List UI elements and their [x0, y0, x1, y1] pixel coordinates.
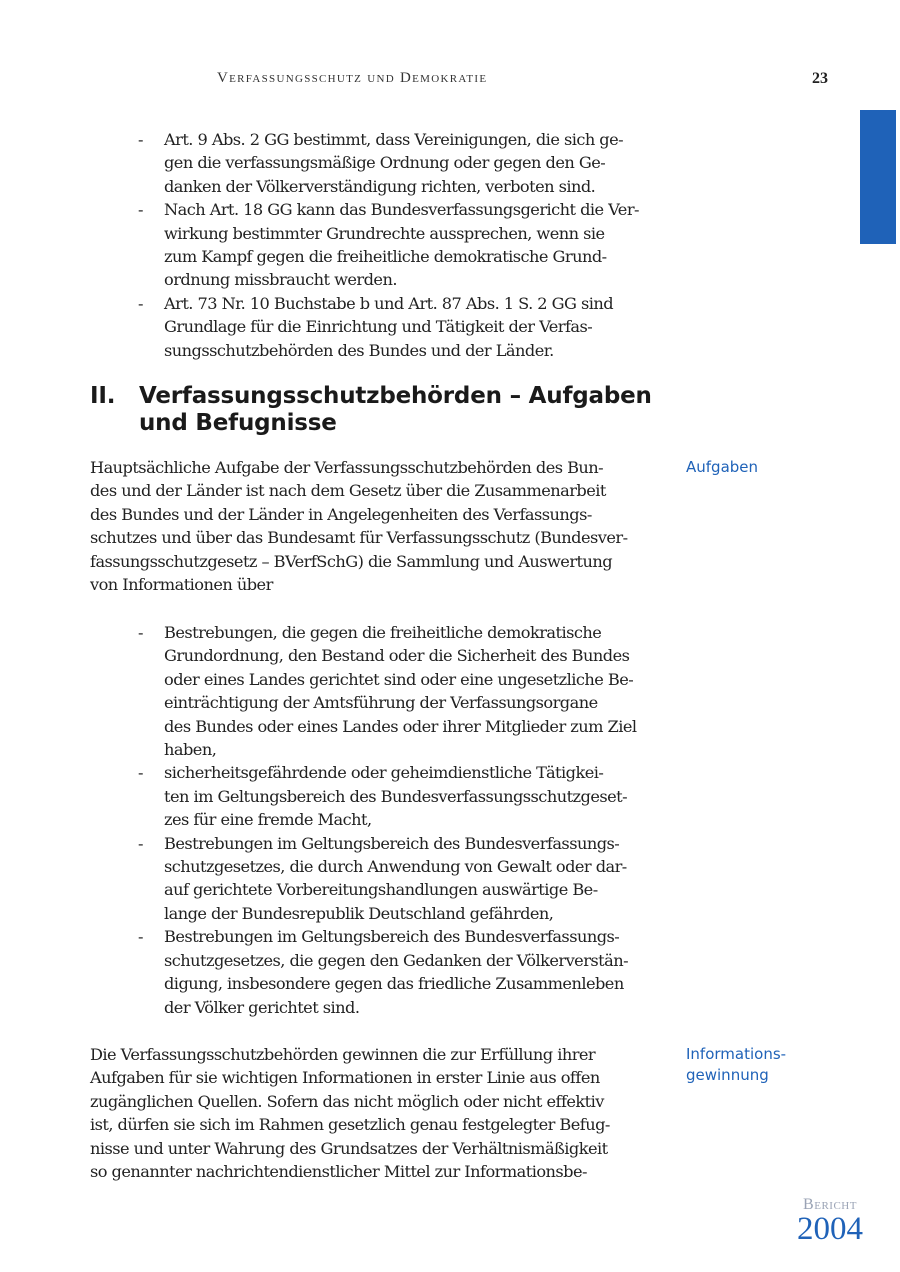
bullet-dash: -	[138, 130, 143, 149]
list-line: lange der Bundesrepublik Deutschland gefährden,	[164, 903, 554, 923]
margin-note-line: gewinnung	[686, 1066, 769, 1084]
list-line: oder eines Landes gerichtet sind oder eine ungesetzliche Be-	[164, 669, 634, 689]
list-line: schutzgesetzes, die gegen den Gedanken der Völkerverstän-	[164, 950, 628, 970]
section-number: II.	[90, 383, 116, 409]
list-line: haben,	[164, 740, 217, 760]
paragraph-line: des und der Länder ist nach dem Gesetz über die Zusammenarbeit	[90, 481, 606, 501]
running-title: Verfassungsschutz und Demokratie	[217, 70, 488, 86]
list-line: sicherheitsgefährdende oder geheimdienstliche Tätigkei-	[164, 763, 604, 783]
list-item	[138, 761, 636, 831]
list-line: Bestrebungen, die gegen die freiheitliche demokratische	[164, 623, 602, 642]
legal-basis-list	[138, 128, 639, 362]
report-logo-word: Bericht	[803, 1196, 857, 1213]
paragraph-line: Aufgaben für sie wichtigen Informationen in erster Linie aus offen	[90, 1068, 600, 1088]
margin-note-line: Informations-	[686, 1045, 787, 1063]
list-line: Nach Art. 18 GG kann das Bundesverfassungsgericht die Ver-	[164, 200, 639, 220]
list-item	[138, 925, 636, 1019]
list-line: schutzgesetzes, die durch Anwendung von Gewalt oder dar-	[164, 857, 627, 877]
paragraph-line: so genannter nachrichtendienstlicher Mittel zur Informationsbe-	[90, 1162, 587, 1182]
paragraph-line: von Informationen über	[90, 575, 273, 595]
paragraph-line: nisse und unter Wahrung des Grundsatzes der Verhältnismäßigkeit	[90, 1138, 608, 1158]
list-line: des Bundes oder eines Landes oder ihrer Mitglieder zum Ziel	[164, 716, 637, 736]
paragraph-line: fassungsschutzgesetz – BVerfSchG) die Sammlung und Auswertung	[90, 551, 613, 571]
paragraph-line: Die Verfassungsschutzbehörden gewinnen die zur Erfüllung ihrer	[90, 1045, 596, 1064]
list-line: danken der Völkerverständigung richten, verboten sind.	[164, 176, 596, 196]
list-line: digung, insbesondere gegen das friedliche Zusammenleben	[164, 974, 624, 994]
margin-note-informationsgewinnung	[686, 1044, 786, 1086]
list-item	[138, 832, 636, 926]
list-item	[138, 621, 636, 761]
bullet-dash: -	[138, 927, 143, 947]
list-line: wirkung bestimmter Grundrechte aussprechen, wenn sie	[164, 223, 605, 243]
list-line: Bestrebungen im Geltungsbereich des Bundesverfassungs-	[164, 927, 620, 947]
section-title-line: Verfassungsschutzbehörden – Aufgaben	[139, 383, 652, 409]
page-number: 23	[812, 70, 828, 87]
list-line: Grundlage für die Einrichtung und Tätigkeit der Verfas-	[164, 317, 593, 337]
section-title-line: und Befugnisse	[139, 410, 337, 436]
bullet-dash: -	[138, 200, 143, 220]
list-line: zum Kampf gegen die freiheitliche demokratische Grund-	[164, 247, 607, 267]
paragraph-line: schutzes und über das Bundesamt für Verfassungsschutz (Bundesver-	[90, 528, 628, 548]
bullet-dash: -	[138, 623, 143, 642]
list-line: Bestrebungen im Geltungsbereich des Bundesverfassungs-	[164, 833, 620, 853]
tasks-list	[138, 621, 636, 1019]
list-line: Grundordnung, den Bestand oder die Sicherheit des Bundes	[164, 646, 630, 666]
paragraph-line: ist, dürfen sie sich im Rahmen gesetzlich genau festgelegter Befug-	[90, 1115, 610, 1135]
body-paragraph	[90, 1043, 610, 1183]
report-logo	[797, 1197, 863, 1245]
margin-note-aufgaben: Aufgaben	[686, 458, 759, 476]
bullet-dash: -	[138, 763, 143, 783]
list-line: zes für eine fremde Macht,	[164, 810, 372, 830]
list-line: sungsschutzbehörden des Bundes und der Länder.	[164, 340, 554, 360]
section-title	[139, 383, 652, 437]
list-item	[138, 198, 639, 292]
body-paragraph	[90, 456, 628, 596]
list-line: ten im Geltungsbereich des Bundesverfassungsschutzgeset-	[164, 786, 628, 806]
report-logo-year: 2004	[797, 1211, 863, 1247]
list-line: der Völker gerichtet sind.	[164, 997, 360, 1017]
list-line: einträchtigung der Amtsführung der Verfassungsorgane	[164, 693, 598, 713]
bullet-dash: -	[138, 293, 143, 313]
paragraph-line: zugänglichen Quellen. Sofern das nicht möglich oder nicht effektiv	[90, 1091, 604, 1111]
list-item	[138, 128, 639, 198]
bullet-dash: -	[138, 833, 143, 853]
list-line: gen die verfassungsmäßige Ordnung oder gegen den Ge-	[164, 153, 606, 173]
list-line: ordnung missbraucht werden.	[164, 270, 397, 290]
chapter-tab-marker	[860, 110, 896, 244]
paragraph-line: Hauptsächliche Aufgabe der Verfassungsschutzbehörden des Bun-	[90, 458, 604, 477]
list-line: auf gerichtete Vorbereitungshandlungen auswärtige Be-	[164, 880, 598, 900]
paragraph-line: des Bundes und der Länder in Angelegenheiten des Verfassungs-	[90, 504, 592, 524]
list-line: Art. 73 Nr. 10 Buchstabe b und Art. 87 Abs. 1 S. 2 GG sind	[164, 293, 614, 313]
list-line: Art. 9 Abs. 2 GG bestimmt, dass Vereinigungen, die sich ge-	[164, 130, 624, 149]
list-item	[138, 292, 639, 362]
